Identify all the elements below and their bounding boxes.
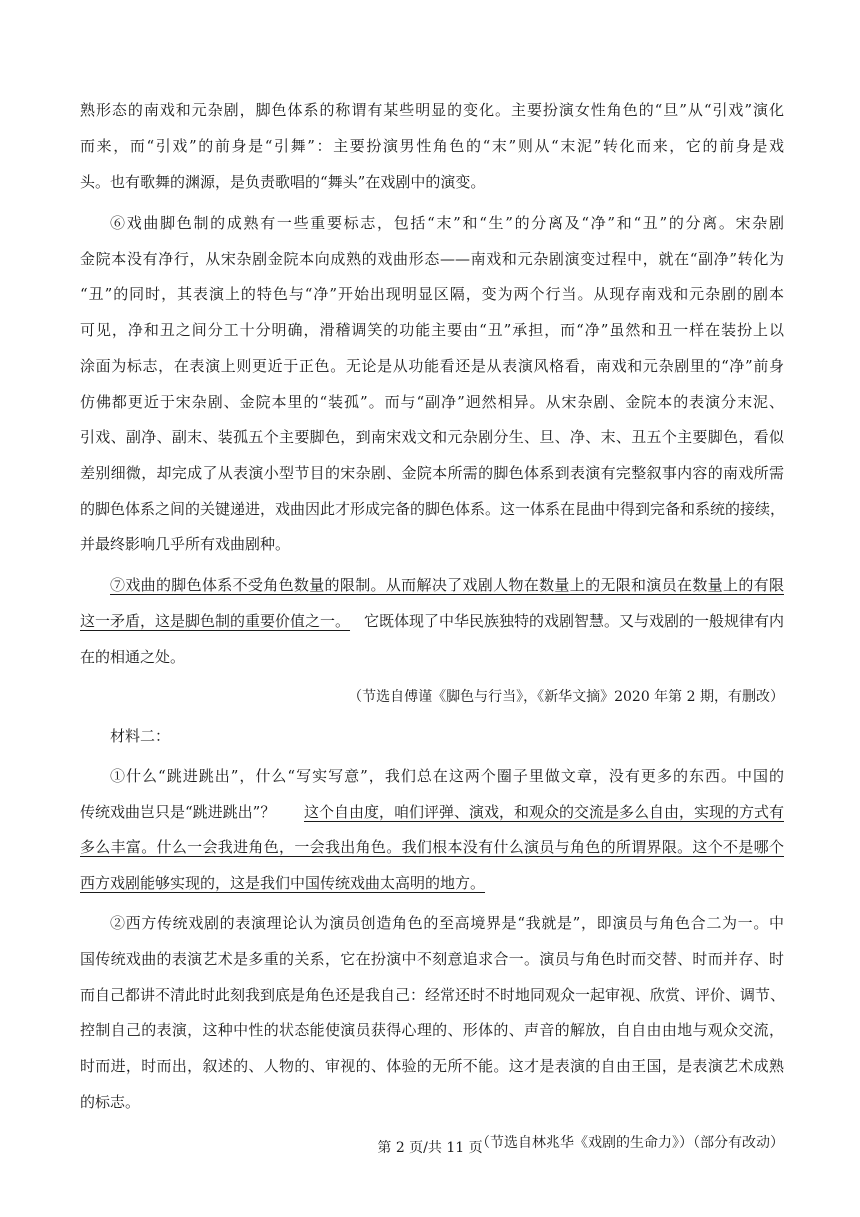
text-line: ①什么“跳进跳出”，什么“写实写意”，我们总在这两个圈子里做文章，没有更多的东西。中国的 (110, 767, 784, 785)
text-line: 时而进，时而出，叙述的、人物的、审视的、体验的无所不能。这才是表演的自由王国，是表演艺术成熟 (80, 1057, 784, 1075)
text-line: ②西方传统戏剧的表演理论认为演员创造角色的至高境界是“我就是”，即演员与角色合二为一。中 (110, 914, 784, 932)
underlined-text: 这一矛盾，这是脚色制的重要价值之一。 (80, 612, 351, 630)
text-line: 国传统戏曲的表演艺术是多重的关系，它在扮演中不刻意追求合一。演员与角色时而交替、时而并存、时 (80, 950, 784, 968)
underlined-text-line: 西方戏剧能够实现的，这是我们中国传统戏曲太高明的地方。 (80, 874, 486, 892)
text-line: 的标志。 (80, 1093, 141, 1111)
text-line: “丑”的同时，其表演上的特色与“净”开始出现明显区隔，变为两个行当。从现存南戏和元杂剧的剧本 (80, 285, 784, 303)
page-number: 第 2 页/共 11 页 (377, 1140, 483, 1156)
text-line: 而自己都讲不清此时此刻我到底是角色还是我自己：经常还时不时地同观众一起审视、欣赏、评价、调节、 (80, 986, 786, 1004)
section-label: 材料二： (110, 727, 171, 745)
text-line (80, 797, 784, 827)
underlined-text-line: ⑦戏曲的脚色体系不受角色数量的限制。从而解决了戏剧人物在数量上的无限和演员在数量上的有限 (110, 576, 784, 594)
text-line: 涂面为标志，在表演上则更近于正色。无论是从功能看还是从表演风格看，南戏和元杂剧里的“净”前身 (80, 357, 784, 375)
text-line: 熟形态的南戏和元杂剧，脚色体系的称谓有某些明显的变化。主要扮演女性角色的“旦”从“引戏”演化 (80, 101, 784, 119)
text-line: 并最终影响几乎所有戏曲剧种。 (80, 535, 291, 553)
text-line: ⑥戏曲脚色制的成熟有一些重要标志，包括“末”和“生”的分离及“净”和“丑”的分离。宋杂剧 (110, 214, 784, 232)
text-line: 的脚色体系之间的关键递进，戏曲因此才形成完备的脚色体系。这一体系在昆曲中得到完备和系统的接续， (80, 500, 786, 518)
text-line: 而来，而“引戏”的前身是“引舞”：主要扮演男性角色的“末”则从“末泥”转化而来，它的前身是戏 (80, 137, 784, 155)
source-citation: （节选自林兆华《戏剧的生命力》）（部分有改动） (476, 1135, 784, 1151)
text-line: 仿佛都更近于宋杂剧、金院本里的“装孤”。而与“副净”迥然相异。从宋杂剧、金院本的表演分末泥、 (80, 393, 784, 411)
source-citation: （节选自傅谨《脚色与行当》，《新华文摘》2020 年第 2 期，有删改） (348, 689, 784, 705)
text-line: 头。也有歌舞的渊源，是负责歌唱的“舞头”在戏剧中的演变。 (80, 173, 486, 191)
text-line: 可见，净和丑之间分工十分明确，滑稽调笑的功能主要由“丑”承担，而“净”虽然和丑一样在装扮上以 (80, 321, 784, 339)
text-line: 金院本没有净行，从宋杂剧金院本向成熟的戏曲形态——南戏和元杂剧演变过程中，就在“副净”转化为 (80, 250, 784, 268)
text-line: 引戏、副净、副末、装孤五个主要脚色，到南宋戏文和元杂剧分生、旦、净、末、丑五个主要脚色，看似 (80, 428, 784, 446)
underlined-text: 这个自由度，咱们评弹、演戏，和观众的交流是多么自由，实现的方式有 (303, 803, 784, 821)
text-span: 它既体现了中华民族独特的戏剧智慧。又与戏剧的一般规律有内 (363, 612, 784, 630)
text-span: 传统戏曲岂只是“跳进跳出”？ (80, 803, 276, 821)
text-line: 差别细微，却完成了从表演小型节目的宋杂剧、金院本所需的脚色体系到表演有完整叙事内容的南戏所需 (80, 464, 784, 482)
text-line: 控制自己的表演，这种中性的状态能使演员获得心理的、形体的、声音的解放，自自由由地与观众交流， (80, 1021, 784, 1039)
text-line: 在的相通之处。 (80, 648, 186, 666)
underlined-text-line: 多么丰富。什么一会我进角色，一会我出角色。我们根本没有什么演员与角色的所谓界限。这个不是哪个 (80, 838, 784, 856)
text-line (80, 606, 784, 636)
